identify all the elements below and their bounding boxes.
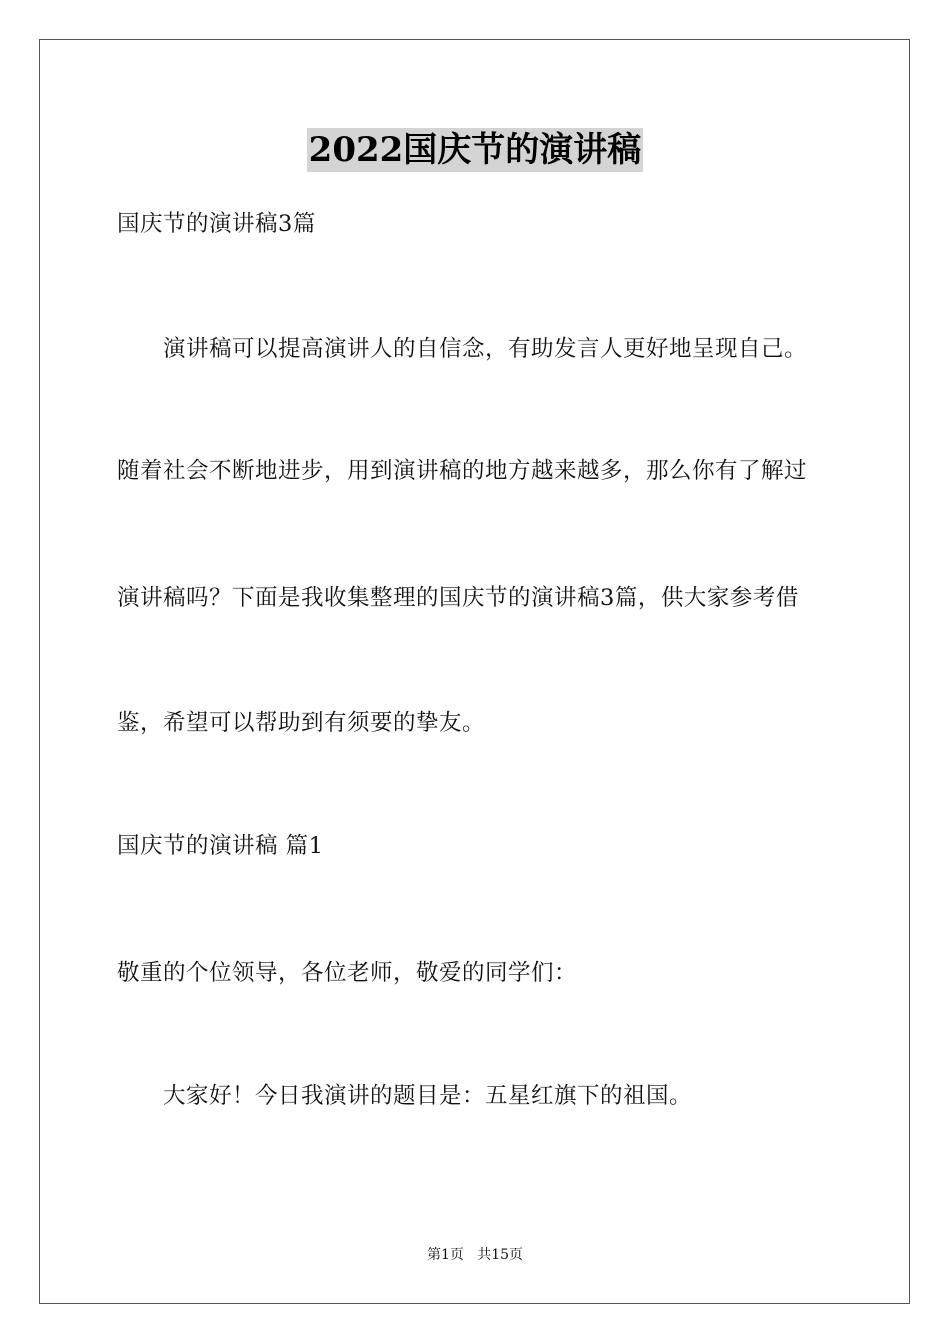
document-title: 2022国庆节的演讲稿 <box>308 130 642 170</box>
document-subtitle: 国庆节的演讲稿3篇 <box>117 211 316 237</box>
paragraph-line: 鉴，希望可以帮助到有须要的挚友。 <box>117 710 486 736</box>
salutation: 敬重的个位领导，各位老师，敬爱的同学们： <box>117 960 578 986</box>
paragraph-line: 演讲稿吗？下面是我收集整理的国庆节的演讲稿3篇，供大家参考借 <box>117 585 799 611</box>
title-container <box>0 128 950 172</box>
section-heading: 国庆节的演讲稿 篇1 <box>117 833 324 859</box>
page-footer: 第1页 共15页 <box>426 1247 524 1263</box>
opening-paragraph: 大家好！今日我演讲的题目是：五星红旗下的祖国。 <box>163 1083 693 1109</box>
paragraph-line: 随着社会不断地进步，用到演讲稿的地方越来越多，那么你有了解过 <box>117 458 808 484</box>
paragraph-line: 演讲稿可以提高演讲人的自信念，有助发言人更好地呈现自己。 <box>163 336 808 362</box>
